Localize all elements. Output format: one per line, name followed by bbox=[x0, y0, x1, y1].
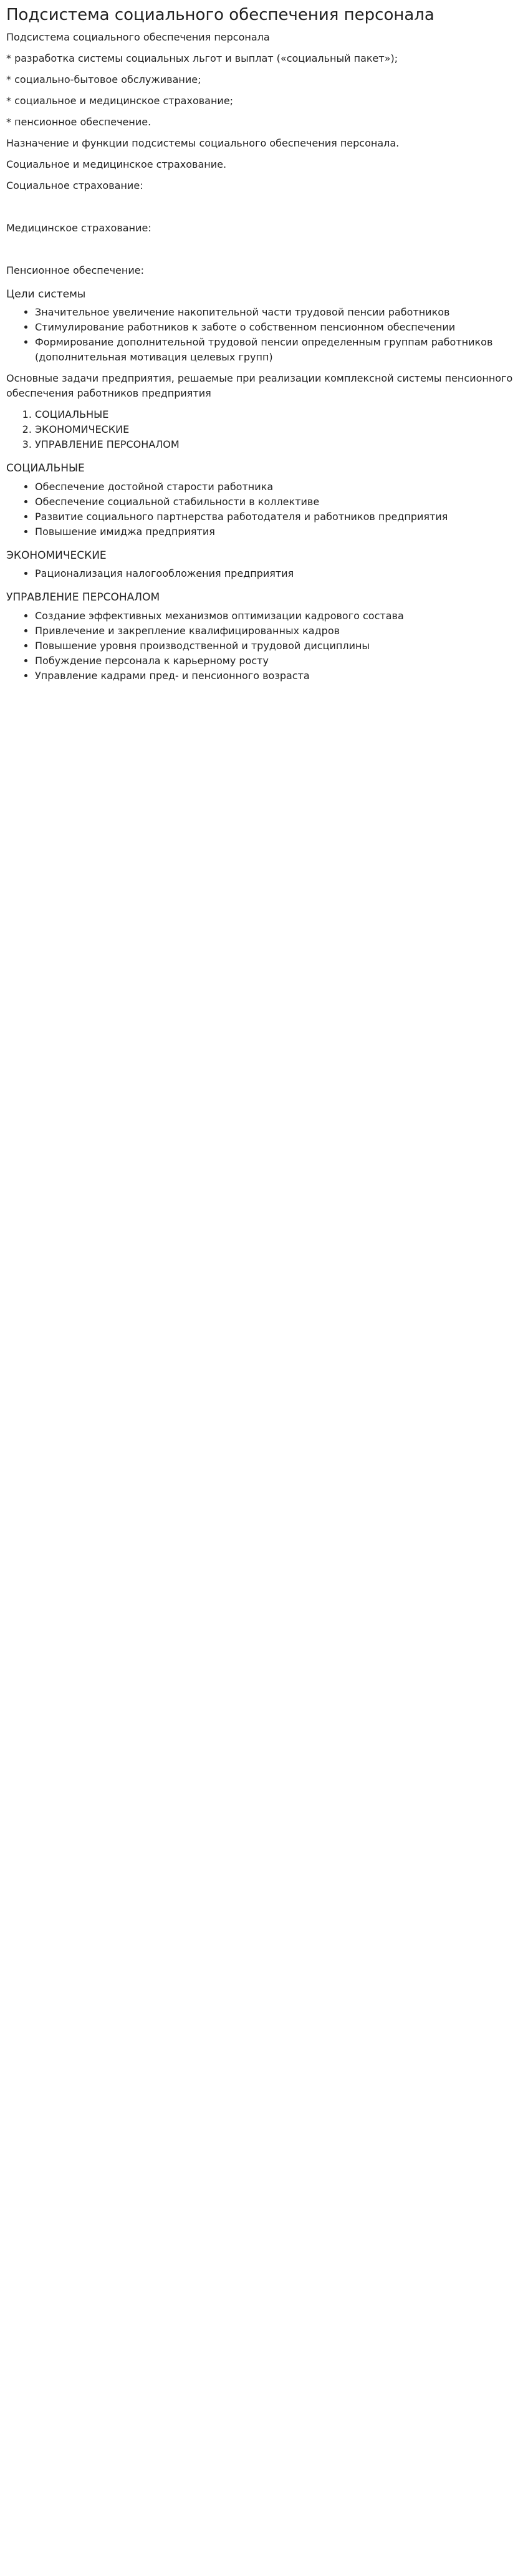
document-page bbox=[0, 0, 528, 701]
tasks-list bbox=[6, 407, 522, 452]
list-item: • Управление кадрами пред- и пенсионного возраста bbox=[35, 668, 522, 683]
spacer bbox=[6, 242, 522, 263]
list-item: 1. СОЦИАЛЬНЫЕ bbox=[35, 407, 522, 422]
medical-insurance-heading: Медицинское страхование: bbox=[6, 221, 151, 234]
hr-tasks-list bbox=[6, 609, 522, 683]
intro-item: * социально-бытовое обслуживание; bbox=[6, 73, 201, 85]
list-item: • Стимулирование работников к заботе о собственном пенсионном обеспечении bbox=[35, 320, 522, 335]
hr-tasks-heading: УПРАВЛЕНИЕ ПЕРСОНАЛОМ bbox=[6, 591, 160, 604]
intro-item: * пенсионное обеспечение. bbox=[6, 115, 151, 128]
page-title: Подсистема социального обеспечения персонала bbox=[6, 6, 434, 24]
list-item: • Побуждение персонала к карьерному росту bbox=[35, 654, 522, 668]
list-item: • Обеспечение социальной стабильности в коллективе bbox=[35, 494, 522, 509]
list-item: 2. ЭКОНОМИЧЕСКИЕ bbox=[35, 422, 522, 437]
economic-tasks-heading: ЭКОНОМИЧЕСКИЕ bbox=[6, 549, 107, 562]
intro-heading: Подсистема социального обеспечения персонала bbox=[6, 31, 270, 43]
list-item: 3. УПРАВЛЕНИЕ ПЕРСОНАЛОМ bbox=[35, 437, 522, 452]
social-insurance-heading: Социальное страхование: bbox=[6, 179, 143, 191]
list-item: • Создание эффективных механизмов оптимизации кадрового состава bbox=[35, 609, 522, 624]
list-item: • Формирование дополнительной трудовой пенсии определенным группам работников (дополнительная мотивация целевых групп) bbox=[35, 335, 522, 365]
list-item: • Рационализация налогообложения предприятия bbox=[35, 566, 522, 581]
list-item: • Обеспечение достойной старости работника bbox=[35, 480, 522, 494]
goals-heading: Цели системы bbox=[6, 287, 86, 301]
list-item: • Значительное увеличение накопительной части трудовой пенсии работников bbox=[35, 305, 522, 320]
list-item: • Развитие социального партнерства работодателя и работников предприятия bbox=[35, 509, 522, 524]
pension-heading: Пенсионное обеспечение: bbox=[6, 264, 144, 276]
social-tasks-list bbox=[6, 480, 522, 539]
goals-list bbox=[6, 305, 522, 365]
intro-item: * социальное и медицинское страхование; bbox=[6, 94, 234, 107]
economic-tasks-list bbox=[6, 566, 522, 581]
tasks-heading: Основные задачи предприятия, решаемые при реализации комплексной системы пенсионного обеспечения работников предприятия bbox=[6, 372, 513, 400]
list-item: • Повышение уровня производственной и трудовой дисциплины bbox=[35, 639, 522, 654]
spacer bbox=[6, 200, 522, 221]
functions-paragraph: Назначение и функции подсистемы социального обеспечения персонала. bbox=[6, 137, 400, 149]
list-item: • Повышение имиджа предприятия bbox=[35, 524, 522, 539]
social-tasks-heading: СОЦИАЛЬНЫЕ bbox=[6, 462, 85, 475]
intro-item: * разработка системы социальных льгот и выплат («социальный пакет»); bbox=[6, 52, 398, 64]
list-item: • Привлечение и закрепление квалифицированных кадров bbox=[35, 624, 522, 639]
social-medical-paragraph: Социальное и медицинское страхование. bbox=[6, 158, 227, 170]
